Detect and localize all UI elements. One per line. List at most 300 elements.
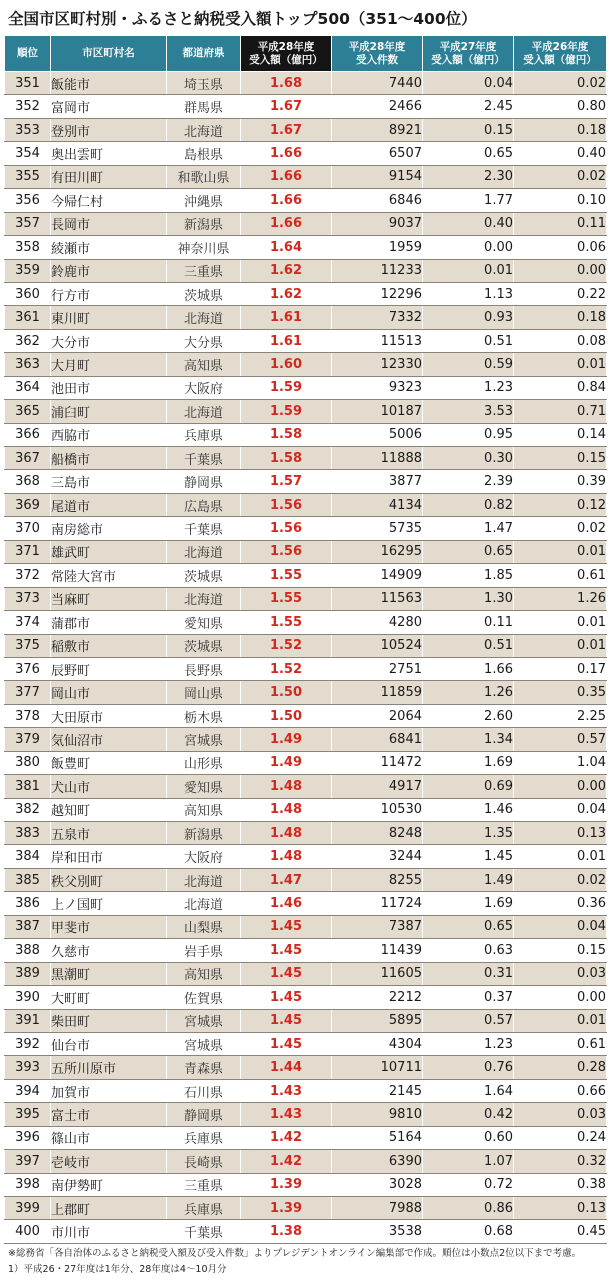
amount-h28-cell: 1.66 [241, 189, 332, 212]
amount-h27-cell: 2.30 [423, 165, 514, 188]
municipality-cell: 秩父別町 [51, 868, 167, 891]
amount-h27-cell: 0.42 [423, 1103, 514, 1126]
header-amount-h28-line1: 平成28年度 [257, 40, 315, 53]
amount-h26-cell: 0.04 [514, 915, 607, 938]
header-row [5, 36, 607, 72]
amount-h27-cell: 0.40 [423, 212, 514, 235]
municipality-cell: 富士市 [51, 1103, 167, 1126]
amount-h27-cell: 2.39 [423, 470, 514, 493]
rank-cell: 357 [5, 212, 51, 235]
amount-h26-cell: 0.08 [514, 329, 607, 352]
amount-h26-cell: 0.66 [514, 1079, 607, 1102]
amount-h27-cell: 2.45 [423, 95, 514, 118]
municipality-cell: 篠山市 [51, 1126, 167, 1149]
amount-h27-cell: 0.57 [423, 1009, 514, 1032]
prefecture-cell: 兵庫県 [167, 1126, 241, 1149]
amount-h26-cell: 0.01 [514, 1009, 607, 1032]
count-h28-cell: 3877 [332, 470, 423, 493]
table-row [5, 868, 607, 891]
count-h28-cell: 6390 [332, 1150, 423, 1173]
header-amount-h26-line1: 平成26年度 [531, 40, 589, 53]
count-h28-cell: 2751 [332, 657, 423, 680]
amount-h28-cell: 1.42 [241, 1150, 332, 1173]
footnote [8, 1246, 606, 1278]
count-h28-cell: 11724 [332, 892, 423, 915]
prefecture-cell: 兵庫県 [167, 1197, 241, 1220]
count-h28-cell: 2064 [332, 704, 423, 727]
prefecture-cell: 茨城県 [167, 564, 241, 587]
amount-h28-cell: 1.58 [241, 447, 332, 470]
prefecture-cell: 愛知県 [167, 775, 241, 798]
amount-h27-cell: 1.77 [423, 189, 514, 212]
amount-h26-cell: 0.28 [514, 1056, 607, 1079]
prefecture-cell: 北海道 [167, 118, 241, 141]
amount-h28-cell: 1.56 [241, 540, 332, 563]
amount-h26-cell: 0.18 [514, 118, 607, 141]
table-row [5, 376, 607, 399]
count-h28-cell: 5006 [332, 423, 423, 446]
count-h28-cell: 11513 [332, 329, 423, 352]
amount-h27-cell: 0.65 [423, 915, 514, 938]
amount-h26-cell: 0.61 [514, 564, 607, 587]
amount-h26-cell: 0.17 [514, 657, 607, 680]
prefecture-cell: 静岡県 [167, 1103, 241, 1126]
prefecture-cell: 宮城県 [167, 1009, 241, 1032]
municipality-cell: 上ノ国町 [51, 892, 167, 915]
municipality-cell: 東川町 [51, 306, 167, 329]
prefecture-cell: 三重県 [167, 259, 241, 282]
count-h28-cell: 9037 [332, 212, 423, 235]
amount-h26-cell: 0.35 [514, 681, 607, 704]
rank-cell: 371 [5, 540, 51, 563]
amount-h28-cell: 1.44 [241, 1056, 332, 1079]
table-row [5, 1009, 607, 1032]
amount-h27-cell: 0.01 [423, 259, 514, 282]
municipality-cell: 加賀市 [51, 1079, 167, 1102]
municipality-cell: 西脇市 [51, 423, 167, 446]
table-row [5, 1056, 607, 1079]
municipality-cell: 岸和田市 [51, 845, 167, 868]
table-row [5, 681, 607, 704]
header-rank: 順位 [5, 36, 51, 72]
count-h28-cell: 2145 [332, 1079, 423, 1102]
rank-cell: 383 [5, 822, 51, 845]
amount-h28-cell: 1.42 [241, 1126, 332, 1149]
amount-h27-cell: 1.23 [423, 376, 514, 399]
amount-h28-cell: 1.61 [241, 306, 332, 329]
amount-h27-cell: 1.49 [423, 868, 514, 891]
table-row [5, 962, 607, 985]
amount-h27-cell: 3.53 [423, 400, 514, 423]
municipality-cell: 大月町 [51, 353, 167, 376]
amount-h26-cell: 0.57 [514, 728, 607, 751]
amount-h26-cell: 0.00 [514, 259, 607, 282]
prefecture-cell: 高知県 [167, 798, 241, 821]
municipality-cell: 壱岐市 [51, 1150, 167, 1173]
prefecture-cell: 長野県 [167, 657, 241, 680]
municipality-cell: 大町町 [51, 986, 167, 1009]
amount-h26-cell: 0.13 [514, 822, 607, 845]
prefecture-cell: 静岡県 [167, 470, 241, 493]
amount-h27-cell: 1.13 [423, 282, 514, 305]
table-row [5, 165, 607, 188]
prefecture-cell: 三重県 [167, 1173, 241, 1196]
amount-h26-cell: 0.84 [514, 376, 607, 399]
table-row [5, 1150, 607, 1173]
count-h28-cell: 14909 [332, 564, 423, 587]
count-h28-cell: 10530 [332, 798, 423, 821]
amount-h28-cell: 1.55 [241, 564, 332, 587]
count-h28-cell: 11605 [332, 962, 423, 985]
municipality-cell: 稲敷市 [51, 634, 167, 657]
prefecture-cell: 山梨県 [167, 915, 241, 938]
table-row [5, 798, 607, 821]
count-h28-cell: 12330 [332, 353, 423, 376]
prefecture-cell: 大阪府 [167, 376, 241, 399]
table-row [5, 212, 607, 235]
municipality-cell: 南房総市 [51, 517, 167, 540]
table-row [5, 189, 607, 212]
amount-h26-cell: 0.04 [514, 798, 607, 821]
prefecture-cell: 宮城県 [167, 728, 241, 751]
prefecture-cell: 北海道 [167, 400, 241, 423]
amount-h27-cell: 2.60 [423, 704, 514, 727]
header-name: 市区町村名 [51, 36, 167, 72]
amount-h27-cell: 0.60 [423, 1126, 514, 1149]
rank-cell: 396 [5, 1126, 51, 1149]
municipality-cell: 池田市 [51, 376, 167, 399]
amount-h26-cell: 0.71 [514, 400, 607, 423]
amount-h28-cell: 1.45 [241, 962, 332, 985]
amount-h26-cell: 0.01 [514, 611, 607, 634]
amount-h27-cell: 0.65 [423, 540, 514, 563]
header-count-h28-line2: 受入件数 [356, 53, 398, 66]
amount-h28-cell: 1.47 [241, 868, 332, 891]
count-h28-cell: 4917 [332, 775, 423, 798]
rank-cell: 361 [5, 306, 51, 329]
amount-h28-cell: 1.45 [241, 1032, 332, 1055]
count-h28-cell: 3538 [332, 1220, 423, 1243]
count-h28-cell: 7988 [332, 1197, 423, 1220]
prefecture-cell: 宮城県 [167, 1032, 241, 1055]
amount-h27-cell: 0.68 [423, 1220, 514, 1243]
amount-h26-cell: 0.18 [514, 306, 607, 329]
amount-h27-cell: 0.72 [423, 1173, 514, 1196]
amount-h27-cell: 1.35 [423, 822, 514, 845]
ranking-table [4, 35, 607, 1244]
amount-h28-cell: 1.56 [241, 517, 332, 540]
header-amount-h26-line2: 受入額（億円） [523, 53, 597, 66]
amount-h27-cell: 0.11 [423, 611, 514, 634]
amount-h28-cell: 1.43 [241, 1103, 332, 1126]
table-row [5, 822, 607, 845]
amount-h28-cell: 1.46 [241, 892, 332, 915]
count-h28-cell: 7332 [332, 306, 423, 329]
amount-h27-cell: 0.15 [423, 118, 514, 141]
amount-h28-cell: 1.50 [241, 681, 332, 704]
rank-cell: 394 [5, 1079, 51, 1102]
prefecture-cell: 岩手県 [167, 939, 241, 962]
amount-h26-cell: 0.38 [514, 1173, 607, 1196]
municipality-cell: 柴田町 [51, 1009, 167, 1032]
amount-h26-cell: 0.40 [514, 142, 607, 165]
prefecture-cell: 佐賀県 [167, 986, 241, 1009]
amount-h27-cell: 0.65 [423, 142, 514, 165]
header-amount-h28 [241, 36, 332, 72]
table-row [5, 306, 607, 329]
prefecture-cell: 新潟県 [167, 212, 241, 235]
rank-cell: 385 [5, 868, 51, 891]
amount-h28-cell: 1.66 [241, 212, 332, 235]
municipality-cell: 市川市 [51, 1220, 167, 1243]
amount-h26-cell: 0.13 [514, 1197, 607, 1220]
rank-cell: 370 [5, 517, 51, 540]
amount-h28-cell: 1.48 [241, 775, 332, 798]
footnote-source: ※総務省「各自治体のふるさと納税受入額及び受入件数」よりプレジデントオンライン編集部で作成。順位は小数点2位以下まで考慮。 [8, 1248, 582, 1259]
municipality-cell: 長岡市 [51, 212, 167, 235]
header-amount-h28-line2: 受入額（億円） [249, 53, 323, 66]
amount-h28-cell: 1.45 [241, 915, 332, 938]
amount-h26-cell: 0.06 [514, 236, 607, 259]
amount-h28-cell: 1.45 [241, 939, 332, 962]
amount-h27-cell: 0.82 [423, 493, 514, 516]
amount-h26-cell: 2.25 [514, 704, 607, 727]
rank-cell: 360 [5, 282, 51, 305]
amount-h27-cell: 1.69 [423, 892, 514, 915]
municipality-cell: 雄武町 [51, 540, 167, 563]
table-row [5, 775, 607, 798]
rank-cell: 379 [5, 728, 51, 751]
prefecture-cell: 埼玉県 [167, 72, 241, 95]
count-h28-cell: 10187 [332, 400, 423, 423]
table-row [5, 423, 607, 446]
count-h28-cell: 6846 [332, 189, 423, 212]
rank-cell: 395 [5, 1103, 51, 1126]
amount-h28-cell: 1.61 [241, 329, 332, 352]
table-row [5, 329, 607, 352]
municipality-cell: 南伊勢町 [51, 1173, 167, 1196]
amount-h26-cell: 0.00 [514, 775, 607, 798]
rank-cell: 373 [5, 587, 51, 610]
prefecture-cell: 北海道 [167, 892, 241, 915]
amount-h28-cell: 1.39 [241, 1173, 332, 1196]
municipality-cell: 岡山市 [51, 681, 167, 704]
prefecture-cell: 茨城県 [167, 634, 241, 657]
amount-h27-cell: 0.00 [423, 236, 514, 259]
amount-h28-cell: 1.49 [241, 751, 332, 774]
prefecture-cell: 沖縄県 [167, 189, 241, 212]
municipality-cell: 甲斐市 [51, 915, 167, 938]
table-row [5, 517, 607, 540]
municipality-cell: 五所川原市 [51, 1056, 167, 1079]
amount-h28-cell: 1.64 [241, 236, 332, 259]
table-row [5, 915, 607, 938]
count-h28-cell: 9154 [332, 165, 423, 188]
prefecture-cell: 大分県 [167, 329, 241, 352]
amount-h27-cell: 0.04 [423, 72, 514, 95]
prefecture-cell: 高知県 [167, 353, 241, 376]
rank-cell: 392 [5, 1032, 51, 1055]
prefecture-cell: 北海道 [167, 306, 241, 329]
amount-h28-cell: 1.45 [241, 1009, 332, 1032]
page-title: 全国市区町村別・ふるさと納税受入額トップ500（351〜400位） [8, 10, 477, 28]
table-row [5, 400, 607, 423]
prefecture-cell: 愛知県 [167, 611, 241, 634]
prefecture-cell: 北海道 [167, 587, 241, 610]
amount-h28-cell: 1.38 [241, 1220, 332, 1243]
prefecture-cell: 高知県 [167, 962, 241, 985]
count-h28-cell: 6841 [332, 728, 423, 751]
amount-h26-cell: 0.24 [514, 1126, 607, 1149]
rank-cell: 376 [5, 657, 51, 680]
municipality-cell: 綾瀬市 [51, 236, 167, 259]
count-h28-cell: 10711 [332, 1056, 423, 1079]
municipality-cell: 大分市 [51, 329, 167, 352]
amount-h27-cell: 0.31 [423, 962, 514, 985]
amount-h26-cell: 0.10 [514, 189, 607, 212]
header-amount-h27 [423, 36, 514, 72]
municipality-cell: 大田原市 [51, 704, 167, 727]
count-h28-cell: 11472 [332, 751, 423, 774]
table-row [5, 470, 607, 493]
amount-h26-cell: 0.01 [514, 634, 607, 657]
amount-h28-cell: 1.62 [241, 259, 332, 282]
table-row [5, 1220, 607, 1243]
municipality-cell: 気仙沼市 [51, 728, 167, 751]
amount-h26-cell: 0.00 [514, 986, 607, 1009]
prefecture-cell: 北海道 [167, 540, 241, 563]
table-row [5, 142, 607, 165]
municipality-cell: 仙台市 [51, 1032, 167, 1055]
amount-h27-cell: 0.69 [423, 775, 514, 798]
table-row [5, 704, 607, 727]
table-row [5, 1079, 607, 1102]
count-h28-cell: 6507 [332, 142, 423, 165]
count-h28-cell: 11439 [332, 939, 423, 962]
municipality-cell: 蒲郡市 [51, 611, 167, 634]
rank-cell: 387 [5, 915, 51, 938]
prefecture-cell: 和歌山県 [167, 165, 241, 188]
table-row [5, 1173, 607, 1196]
amount-h26-cell: 0.02 [514, 868, 607, 891]
rank-cell: 390 [5, 986, 51, 1009]
count-h28-cell: 11888 [332, 447, 423, 470]
amount-h28-cell: 1.62 [241, 282, 332, 305]
municipality-cell: 越知町 [51, 798, 167, 821]
rank-cell: 372 [5, 564, 51, 587]
rank-cell: 369 [5, 493, 51, 516]
header-amount-h27-line1: 平成27年度 [439, 40, 497, 53]
municipality-cell: 尾道市 [51, 493, 167, 516]
table-row [5, 72, 607, 95]
rank-cell: 381 [5, 775, 51, 798]
amount-h26-cell: 0.02 [514, 72, 607, 95]
amount-h28-cell: 1.56 [241, 493, 332, 516]
header-count-h28 [332, 36, 423, 72]
municipality-cell: 久慈市 [51, 939, 167, 962]
table-row [5, 634, 607, 657]
table-row [5, 751, 607, 774]
municipality-cell: 飯豊町 [51, 751, 167, 774]
count-h28-cell: 11563 [332, 587, 423, 610]
amount-h26-cell: 0.15 [514, 447, 607, 470]
prefecture-cell: 神奈川県 [167, 236, 241, 259]
footnote-period: 1）平成26・27年度は1年分、28年度は4〜10月分 [8, 1264, 227, 1275]
amount-h26-cell: 0.14 [514, 423, 607, 446]
prefecture-cell: 千葉県 [167, 447, 241, 470]
amount-h26-cell: 0.01 [514, 353, 607, 376]
table-row [5, 939, 607, 962]
table-row [5, 1103, 607, 1126]
prefecture-cell: 大阪府 [167, 845, 241, 868]
table-row [5, 540, 607, 563]
header-count-h28-line1: 平成28年度 [348, 40, 406, 53]
rank-cell: 397 [5, 1150, 51, 1173]
amount-h28-cell: 1.48 [241, 845, 332, 868]
count-h28-cell: 5735 [332, 517, 423, 540]
municipality-cell: 五泉市 [51, 822, 167, 845]
rank-cell: 353 [5, 118, 51, 141]
rank-cell: 380 [5, 751, 51, 774]
amount-h27-cell: 1.69 [423, 751, 514, 774]
amount-h27-cell: 0.95 [423, 423, 514, 446]
amount-h26-cell: 0.11 [514, 212, 607, 235]
municipality-cell: 辰野町 [51, 657, 167, 680]
amount-h26-cell: 0.61 [514, 1032, 607, 1055]
amount-h28-cell: 1.59 [241, 376, 332, 399]
table-row [5, 1032, 607, 1055]
amount-h26-cell: 1.26 [514, 587, 607, 610]
table-row [5, 657, 607, 680]
table-row [5, 564, 607, 587]
prefecture-cell: 群馬県 [167, 95, 241, 118]
amount-h27-cell: 0.51 [423, 329, 514, 352]
prefecture-cell: 広島県 [167, 493, 241, 516]
prefecture-cell: 兵庫県 [167, 423, 241, 446]
municipality-cell: 有田川町 [51, 165, 167, 188]
municipality-cell: 船橋市 [51, 447, 167, 470]
rank-cell: 368 [5, 470, 51, 493]
amount-h27-cell: 1.45 [423, 845, 514, 868]
count-h28-cell: 2466 [332, 95, 423, 118]
amount-h26-cell: 0.80 [514, 95, 607, 118]
rank-cell: 351 [5, 72, 51, 95]
rank-cell: 356 [5, 189, 51, 212]
amount-h26-cell: 0.03 [514, 1103, 607, 1126]
amount-h26-cell: 0.36 [514, 892, 607, 915]
count-h28-cell: 3028 [332, 1173, 423, 1196]
amount-h28-cell: 1.45 [241, 986, 332, 1009]
header-pref: 都道府県 [167, 36, 241, 72]
rank-cell: 359 [5, 259, 51, 282]
amount-h27-cell: 0.93 [423, 306, 514, 329]
rank-cell: 398 [5, 1173, 51, 1196]
municipality-cell: 飯能市 [51, 72, 167, 95]
municipality-cell: 上郡町 [51, 1197, 167, 1220]
rank-cell: 386 [5, 892, 51, 915]
rank-cell: 355 [5, 165, 51, 188]
amount-h26-cell: 0.45 [514, 1220, 607, 1243]
table-row [5, 587, 607, 610]
count-h28-cell: 4304 [332, 1032, 423, 1055]
municipality-cell: 登別市 [51, 118, 167, 141]
count-h28-cell: 8255 [332, 868, 423, 891]
amount-h28-cell: 1.57 [241, 470, 332, 493]
prefecture-cell: 岡山県 [167, 681, 241, 704]
amount-h26-cell: 0.39 [514, 470, 607, 493]
prefecture-cell: 山形県 [167, 751, 241, 774]
amount-h28-cell: 1.39 [241, 1197, 332, 1220]
